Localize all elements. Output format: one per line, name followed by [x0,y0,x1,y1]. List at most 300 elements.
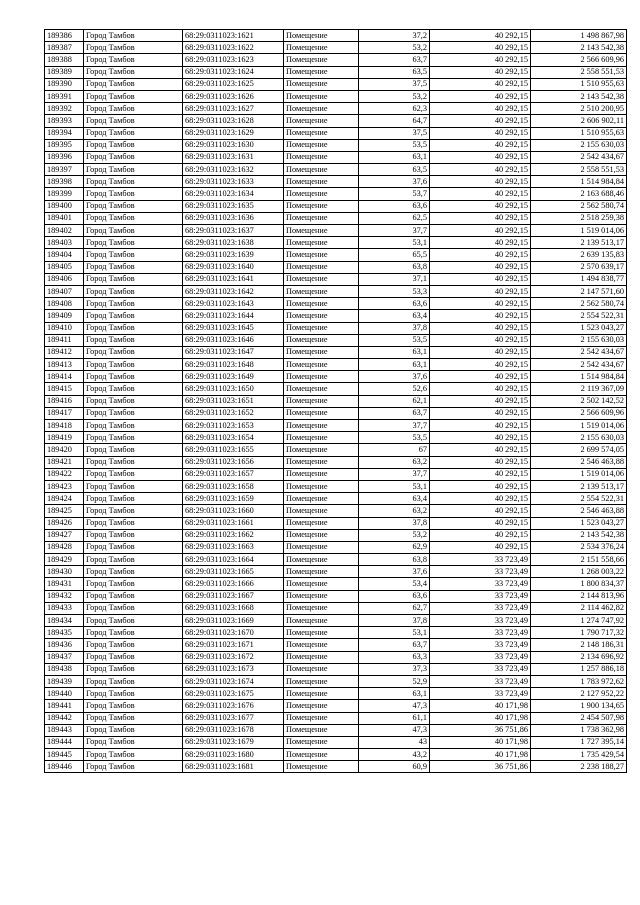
rate-cell: 40 171,98 [430,700,531,712]
cadastral-number-cell: 68:29:0311023:1632 [183,164,284,176]
row-number-cell: 189416 [45,395,84,407]
area-cell: 53,2 [359,42,430,54]
cadastral-value-cell: 1 498 867,98 [531,30,627,42]
row-number-cell: 189396 [45,151,84,163]
object-type-cell: Помещение [284,639,359,651]
row-number-cell: 189399 [45,188,84,200]
cadastral-value-cell: 1 519 014,06 [531,468,627,480]
object-type-cell: Помещение [284,298,359,310]
table-row [45,456,627,468]
cadastral-value-cell: 1 519 014,06 [531,420,627,432]
cadastral-number-cell: 68:29:0311023:1656 [183,456,284,468]
city-cell: Город Тамбов [84,54,183,66]
row-number-cell: 189439 [45,675,84,687]
row-number-cell: 189430 [45,566,84,578]
rate-cell: 33 723,49 [430,688,531,700]
rate-cell: 40 292,15 [430,151,531,163]
object-type-cell: Помещение [284,407,359,419]
rate-cell: 40 292,15 [430,468,531,480]
cadastral-value-cell: 2 510 200,95 [531,103,627,115]
table-row [45,712,627,724]
object-type-cell: Помещение [284,749,359,761]
cadastral-value-cell: 2 554 522,31 [531,493,627,505]
area-cell: 63,3 [359,651,430,663]
rate-cell: 40 292,15 [430,493,531,505]
table-body [45,30,627,773]
object-type-cell: Помещение [284,578,359,590]
cadastral-number-cell: 68:29:0311023:1680 [183,749,284,761]
area-cell: 63,5 [359,66,430,78]
city-cell: Город Тамбов [84,554,183,566]
cadastral-number-cell: 68:29:0311023:1655 [183,444,284,456]
object-type-cell: Помещение [284,237,359,249]
object-type-cell: Помещение [284,688,359,700]
area-cell: 63,4 [359,310,430,322]
cadastral-value-cell: 2 155 630,03 [531,432,627,444]
city-cell: Город Тамбов [84,176,183,188]
rate-cell: 40 171,98 [430,712,531,724]
object-type-cell: Помещение [284,371,359,383]
row-number-cell: 189440 [45,688,84,700]
object-type-cell: Помещение [284,456,359,468]
cadastral-value-cell: 1 523 043,27 [531,322,627,334]
area-cell: 53,1 [359,480,430,492]
object-type-cell: Помещение [284,322,359,334]
cadastral-value-cell: 2 155 630,03 [531,139,627,151]
area-cell: 47,3 [359,700,430,712]
table-row [45,225,627,237]
city-cell: Город Тамбов [84,639,183,651]
table-row [45,30,627,42]
rate-cell: 40 292,15 [430,90,531,102]
area-cell: 37,5 [359,127,430,139]
row-number-cell: 189445 [45,749,84,761]
row-number-cell: 189387 [45,42,84,54]
city-cell: Город Тамбов [84,700,183,712]
table-row [45,298,627,310]
cadastral-value-cell: 2 558 551,53 [531,66,627,78]
object-type-cell: Помещение [284,42,359,54]
cadastral-number-cell: 68:29:0311023:1661 [183,517,284,529]
area-cell: 53,1 [359,627,430,639]
cadastral-value-cell: 2 562 580,74 [531,200,627,212]
cadastral-value-cell: 1 735 429,54 [531,749,627,761]
cadastral-number-cell: 68:29:0311023:1672 [183,651,284,663]
row-number-cell: 189388 [45,54,84,66]
city-cell: Город Тамбов [84,627,183,639]
city-cell: Город Тамбов [84,420,183,432]
cadastral-value-cell: 2 699 574,05 [531,444,627,456]
row-number-cell: 189410 [45,322,84,334]
rate-cell: 40 292,15 [430,66,531,78]
cadastral-value-cell: 2 143 542,38 [531,529,627,541]
row-number-cell: 189403 [45,237,84,249]
rate-cell: 40 292,15 [430,188,531,200]
cadastral-value-cell: 1 274 747,92 [531,615,627,627]
object-type-cell: Помещение [284,651,359,663]
city-cell: Город Тамбов [84,602,183,614]
cadastral-number-cell: 68:29:0311023:1665 [183,566,284,578]
cadastral-value-cell: 2 144 813,96 [531,590,627,602]
table-row [45,359,627,371]
table-row [45,103,627,115]
city-cell: Город Тамбов [84,115,183,127]
rate-cell: 40 171,98 [430,736,531,748]
object-type-cell: Помещение [284,712,359,724]
rate-cell: 40 292,15 [430,395,531,407]
object-type-cell: Помещение [284,176,359,188]
cadastral-value-cell: 2 151 558,66 [531,554,627,566]
cadastral-number-cell: 68:29:0311023:1626 [183,90,284,102]
object-type-cell: Помещение [284,225,359,237]
cadastral-number-cell: 68:29:0311023:1625 [183,78,284,90]
cadastral-value-cell: 1 727 395,14 [531,736,627,748]
table-row [45,371,627,383]
table-row [45,736,627,748]
area-cell: 37,7 [359,468,430,480]
cadastral-number-cell: 68:29:0311023:1668 [183,602,284,614]
cadastral-value-cell: 1 514 984,84 [531,176,627,188]
cadastral-number-cell: 68:29:0311023:1645 [183,322,284,334]
cadastral-number-cell: 68:29:0311023:1636 [183,212,284,224]
rate-cell: 33 723,49 [430,663,531,675]
row-number-cell: 189431 [45,578,84,590]
object-type-cell: Помещение [284,261,359,273]
rate-cell: 40 292,15 [430,42,531,54]
area-cell: 53,5 [359,432,430,444]
rate-cell: 40 292,15 [430,285,531,297]
object-type-cell: Помещение [284,212,359,224]
row-number-cell: 189392 [45,103,84,115]
area-cell: 63,1 [359,151,430,163]
cadastral-number-cell: 68:29:0311023:1664 [183,554,284,566]
rate-cell: 40 292,15 [430,444,531,456]
object-type-cell: Помещение [284,529,359,541]
city-cell: Город Тамбов [84,456,183,468]
rate-cell: 33 723,49 [430,639,531,651]
area-cell: 37,5 [359,78,430,90]
row-number-cell: 189394 [45,127,84,139]
rate-cell: 33 723,49 [430,566,531,578]
rate-cell: 40 292,15 [430,249,531,261]
row-number-cell: 189444 [45,736,84,748]
rate-cell: 33 723,49 [430,615,531,627]
cadastral-number-cell: 68:29:0311023:1646 [183,334,284,346]
row-number-cell: 189402 [45,225,84,237]
cadastral-number-cell: 68:29:0311023:1681 [183,761,284,773]
area-cell: 43 [359,736,430,748]
table-row [45,90,627,102]
city-cell: Город Тамбов [84,310,183,322]
cadastral-value-cell: 2 155 630,03 [531,334,627,346]
object-type-cell: Помещение [284,420,359,432]
area-cell: 37,7 [359,420,430,432]
city-cell: Город Тамбов [84,78,183,90]
object-type-cell: Помещение [284,139,359,151]
object-type-cell: Помещение [284,566,359,578]
cadastral-number-cell: 68:29:0311023:1678 [183,724,284,736]
city-cell: Город Тамбов [84,480,183,492]
table-row [45,334,627,346]
table-row [45,66,627,78]
area-cell: 63,1 [359,359,430,371]
city-cell: Город Тамбов [84,42,183,54]
area-cell: 62,5 [359,212,430,224]
rate-cell: 40 292,15 [430,420,531,432]
cadastral-number-cell: 68:29:0311023:1637 [183,225,284,237]
cadastral-number-cell: 68:29:0311023:1644 [183,310,284,322]
table-row [45,78,627,90]
cadastral-number-cell: 68:29:0311023:1667 [183,590,284,602]
city-cell: Город Тамбов [84,590,183,602]
rate-cell: 40 292,15 [430,273,531,285]
rate-cell: 40 292,15 [430,127,531,139]
cadastral-number-cell: 68:29:0311023:1651 [183,395,284,407]
row-number-cell: 189401 [45,212,84,224]
cadastral-value-cell: 1 790 717,32 [531,627,627,639]
rate-cell: 36 751,86 [430,724,531,736]
cadastral-value-cell: 2 148 186,31 [531,639,627,651]
city-cell: Город Тамбов [84,164,183,176]
rate-cell: 40 292,15 [430,164,531,176]
city-cell: Город Тамбов [84,273,183,285]
cadastral-value-cell: 2 147 571,60 [531,285,627,297]
cadastral-number-cell: 68:29:0311023:1624 [183,66,284,78]
area-cell: 64,7 [359,115,430,127]
cadastral-value-cell: 2 542 434,67 [531,346,627,358]
row-number-cell: 189426 [45,517,84,529]
row-number-cell: 189409 [45,310,84,322]
cadastral-value-cell: 1 783 972,62 [531,675,627,687]
object-type-cell: Помещение [284,346,359,358]
row-number-cell: 189446 [45,761,84,773]
city-cell: Город Тамбов [84,237,183,249]
row-number-cell: 189406 [45,273,84,285]
object-type-cell: Помещение [284,383,359,395]
object-type-cell: Помещение [284,615,359,627]
cadastral-number-cell: 68:29:0311023:1631 [183,151,284,163]
city-cell: Город Тамбов [84,432,183,444]
area-cell: 53,2 [359,529,430,541]
rate-cell: 40 292,15 [430,54,531,66]
table-row [45,480,627,492]
rate-cell: 40 292,15 [430,529,531,541]
cadastral-value-cell: 1 900 134,65 [531,700,627,712]
rate-cell: 36 751,86 [430,761,531,773]
area-cell: 62,7 [359,602,430,614]
object-type-cell: Помещение [284,115,359,127]
cadastral-value-cell: 2 570 639,17 [531,261,627,273]
cadastral-number-cell: 68:29:0311023:1654 [183,432,284,444]
area-cell: 37,6 [359,566,430,578]
city-cell: Город Тамбов [84,541,183,553]
area-cell: 53,5 [359,139,430,151]
table-row [45,237,627,249]
table-row [45,432,627,444]
cadastral-number-cell: 68:29:0311023:1649 [183,371,284,383]
object-type-cell: Помещение [284,103,359,115]
city-cell: Город Тамбов [84,249,183,261]
table-row [45,54,627,66]
row-number-cell: 189435 [45,627,84,639]
cadastral-number-cell: 68:29:0311023:1674 [183,675,284,687]
city-cell: Город Тамбов [84,127,183,139]
rate-cell: 40 292,15 [430,115,531,127]
city-cell: Город Тамбов [84,383,183,395]
city-cell: Город Тамбов [84,395,183,407]
table-row [45,395,627,407]
object-type-cell: Помещение [284,602,359,614]
table-row [45,127,627,139]
table-row [45,444,627,456]
cadastral-value-cell: 2 518 259,38 [531,212,627,224]
row-number-cell: 189423 [45,480,84,492]
row-number-cell: 189417 [45,407,84,419]
area-cell: 61,1 [359,712,430,724]
rate-cell: 40 292,15 [430,407,531,419]
city-cell: Город Тамбов [84,761,183,773]
row-number-cell: 189443 [45,724,84,736]
row-number-cell: 189411 [45,334,84,346]
row-number-cell: 189421 [45,456,84,468]
object-type-cell: Помещение [284,480,359,492]
row-number-cell: 189432 [45,590,84,602]
cadastral-number-cell: 68:29:0311023:1640 [183,261,284,273]
row-number-cell: 189412 [45,346,84,358]
area-cell: 62,1 [359,395,430,407]
area-cell: 67 [359,444,430,456]
object-type-cell: Помещение [284,78,359,90]
row-number-cell: 189418 [45,420,84,432]
rate-cell: 40 292,15 [430,371,531,383]
rate-cell: 40 292,15 [430,480,531,492]
cadastral-number-cell: 68:29:0311023:1622 [183,42,284,54]
property-registry-table [44,29,627,773]
cadastral-number-cell: 68:29:0311023:1635 [183,200,284,212]
object-type-cell: Помещение [284,54,359,66]
area-cell: 37,3 [359,663,430,675]
table-row [45,151,627,163]
row-number-cell: 189419 [45,432,84,444]
row-number-cell: 189398 [45,176,84,188]
row-number-cell: 189407 [45,285,84,297]
rate-cell: 40 292,15 [430,261,531,273]
city-cell: Город Тамбов [84,505,183,517]
rate-cell: 40 171,98 [430,749,531,761]
city-cell: Город Тамбов [84,90,183,102]
table-row [45,322,627,334]
area-cell: 43,2 [359,749,430,761]
city-cell: Город Тамбов [84,261,183,273]
city-cell: Город Тамбов [84,334,183,346]
rate-cell: 40 292,15 [430,432,531,444]
city-cell: Город Тамбов [84,736,183,748]
object-type-cell: Помещение [284,285,359,297]
rate-cell: 40 292,15 [430,517,531,529]
city-cell: Город Тамбов [84,517,183,529]
rate-cell: 33 723,49 [430,578,531,590]
cadastral-value-cell: 1 510 955,63 [531,127,627,139]
cadastral-number-cell: 68:29:0311023:1629 [183,127,284,139]
area-cell: 53,2 [359,90,430,102]
cadastral-number-cell: 68:29:0311023:1634 [183,188,284,200]
table-row [45,42,627,54]
table-row [45,346,627,358]
area-cell: 53,7 [359,188,430,200]
row-number-cell: 189434 [45,615,84,627]
cadastral-value-cell: 2 639 135,83 [531,249,627,261]
cadastral-value-cell: 2 127 952,22 [531,688,627,700]
rate-cell: 40 292,15 [430,225,531,237]
row-number-cell: 189389 [45,66,84,78]
cadastral-number-cell: 68:29:0311023:1675 [183,688,284,700]
area-cell: 47,3 [359,724,430,736]
table-row [45,639,627,651]
row-number-cell: 189442 [45,712,84,724]
cadastral-value-cell: 1 494 838,77 [531,273,627,285]
cadastral-value-cell: 1 510 955,63 [531,78,627,90]
area-cell: 37,6 [359,371,430,383]
object-type-cell: Помещение [284,151,359,163]
object-type-cell: Помещение [284,66,359,78]
cadastral-number-cell: 68:29:0311023:1633 [183,176,284,188]
table-row [45,285,627,297]
rate-cell: 40 292,15 [430,237,531,249]
row-number-cell: 189424 [45,493,84,505]
row-number-cell: 189420 [45,444,84,456]
rate-cell: 40 292,15 [430,541,531,553]
area-cell: 52,6 [359,383,430,395]
cadastral-value-cell: 1 268 003,22 [531,566,627,578]
cadastral-value-cell: 2 502 142,52 [531,395,627,407]
row-number-cell: 189438 [45,663,84,675]
row-number-cell: 189405 [45,261,84,273]
table-row [45,200,627,212]
area-cell: 63,6 [359,200,430,212]
rate-cell: 40 292,15 [430,383,531,395]
cadastral-value-cell: 2 546 463,88 [531,505,627,517]
table-row [45,578,627,590]
city-cell: Город Тамбов [84,724,183,736]
table-row [45,651,627,663]
cadastral-number-cell: 68:29:0311023:1630 [183,139,284,151]
city-cell: Город Тамбов [84,103,183,115]
cadastral-number-cell: 68:29:0311023:1677 [183,712,284,724]
city-cell: Город Тамбов [84,188,183,200]
row-number-cell: 189415 [45,383,84,395]
table-row [45,663,627,675]
city-cell: Город Тамбов [84,322,183,334]
area-cell: 52,9 [359,675,430,687]
object-type-cell: Помещение [284,700,359,712]
cadastral-number-cell: 68:29:0311023:1663 [183,541,284,553]
cadastral-value-cell: 2 554 522,31 [531,310,627,322]
object-type-cell: Помещение [284,517,359,529]
table-row [45,420,627,432]
row-number-cell: 189422 [45,468,84,480]
row-number-cell: 189386 [45,30,84,42]
object-type-cell: Помещение [284,444,359,456]
object-type-cell: Помещение [284,505,359,517]
city-cell: Город Тамбов [84,151,183,163]
cadastral-number-cell: 68:29:0311023:1671 [183,639,284,651]
area-cell: 63,1 [359,346,430,358]
row-number-cell: 189414 [45,371,84,383]
city-cell: Город Тамбов [84,225,183,237]
object-type-cell: Помещение [284,493,359,505]
area-cell: 53,1 [359,237,430,249]
city-cell: Город Тамбов [84,749,183,761]
